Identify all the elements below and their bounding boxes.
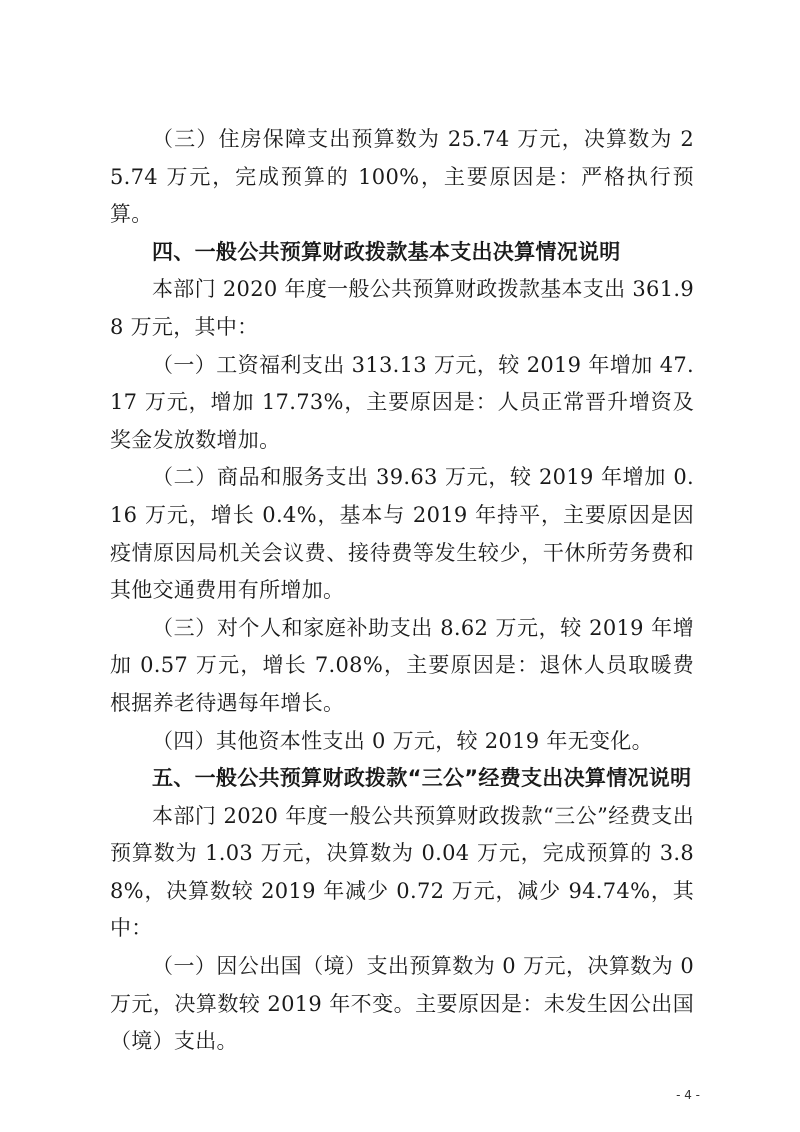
paragraph-other-capital: （四）其他资本性支出 0 万元，较 2019 年无变化。: [152, 728, 653, 753]
paragraph-wage-welfare: （一）工资福利支出 313.13 万元，较 2019 年增加 47.17 万元，增加 17.73%，主要原因是：人员正常晋升增资及奖金发放数增加。: [110, 352, 694, 452]
paragraph-basic-expenditure-total: 本部门 2020 年度一般公共预算财政拨款基本支出 361.98 万元，其中：: [110, 277, 694, 339]
section-heading-basic-expenditure: 四、一般公共预算财政拨款基本支出决算情况说明: [152, 239, 621, 264]
page-number: - 4 -: [676, 1088, 700, 1102]
section-heading-three-public: 五、一般公共预算财政拨款“三公”经费支出决算情况说明: [152, 766, 692, 791]
paragraph-goods-services: （二）商品和服务支出 39.63 万元，较 2019 年增加 0.16 万元，增长 0.4%，基本与 2019 年持平，主要原因是因疫情原因局机关会议费、接待费等发生较少，干休所劳务费和其他交通费用有所增加。: [110, 465, 694, 603]
paragraph-overseas-travel: （一）因公出国（境）支出预算数为 0 万元，决算数为 0 万元，决算数较 2019 年不变。主要原因是：未发生因公出国（境）支出。: [110, 954, 694, 1054]
document-body: [110, 121, 694, 1061]
paragraph-housing-expenditure: （三）住房保障支出预算数为 25.74 万元，决算数为 25.74 万元，完成预算的 100%，主要原因是：严格执行预算。: [110, 127, 694, 227]
paragraph-three-public-total: 本部门 2020 年度一般公共预算财政拨款“三公”经费支出预算数为 1.03 万元，决算数为 0.04 万元，完成预算的 3.88%，决算数较 2019 年减少 0.72 万元，减少 94.74%，其中：: [110, 803, 694, 941]
paragraph-individual-family-subsidy: （三）对个人和家庭补助支出 8.62 万元，较 2019 年增加 0.57 万元，增长 7.08%，主要原因是：退休人员取暖费根据养老待遇每年增长。: [110, 615, 694, 715]
